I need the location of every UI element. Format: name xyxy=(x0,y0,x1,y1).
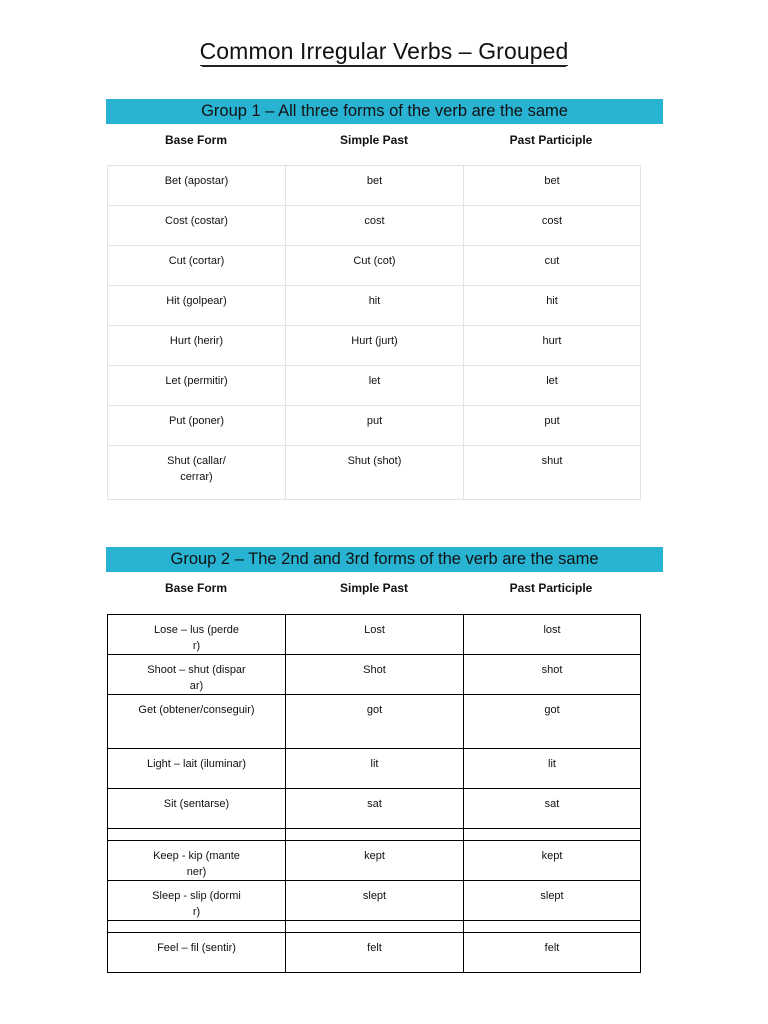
base-form-cell: Get (obtener/conseguir) xyxy=(108,695,286,749)
table-row xyxy=(108,366,641,406)
table-row xyxy=(108,749,641,789)
header-base-form: Base Form xyxy=(164,581,228,595)
table-row xyxy=(108,933,641,973)
table-row xyxy=(108,246,641,286)
page-title xyxy=(0,38,768,65)
simple-past-cell: bet xyxy=(286,166,464,206)
group1-banner: Group 1 – All three forms of the verb are the same xyxy=(106,99,663,124)
past-participle-cell: lost xyxy=(464,615,641,655)
simple-past-cell: put xyxy=(286,406,464,446)
base-form-cell: Put (poner) xyxy=(108,406,286,446)
simple-past-cell: got xyxy=(286,695,464,749)
base-form-cell: Hit (golpear) xyxy=(108,286,286,326)
base-form-cell: Cut (cortar) xyxy=(108,246,286,286)
past-participle-cell: hit xyxy=(464,286,641,326)
simple-past-cell: felt xyxy=(286,933,464,973)
base-form-cell: Cost (costar) xyxy=(108,206,286,246)
past-participle-cell: let xyxy=(464,366,641,406)
base-form-cell: Shoot – shut (disparar) xyxy=(108,655,286,695)
group2-column-headers xyxy=(107,581,640,599)
table-row xyxy=(108,615,641,655)
table-row-empty xyxy=(108,829,641,841)
table-row xyxy=(108,206,641,246)
simple-past-cell: slept xyxy=(286,881,464,921)
past-participle-cell: shut xyxy=(464,446,641,500)
table-row xyxy=(108,841,641,881)
past-participle-cell: bet xyxy=(464,166,641,206)
past-participle-cell: got xyxy=(464,695,641,749)
simple-past-cell: hit xyxy=(286,286,464,326)
base-form-cell: Sit (sentarse) xyxy=(108,789,286,829)
header-past-participle: Past Participle xyxy=(509,133,593,147)
group2-banner: Group 2 – The 2nd and 3rd forms of the verb are the same xyxy=(106,547,663,572)
base-form-cell: Bet (apostar) xyxy=(108,166,286,206)
simple-past-cell: sat xyxy=(286,789,464,829)
page-title-text: Common Irregular Verbs – Grouped xyxy=(199,38,569,64)
past-participle-cell: hurt xyxy=(464,326,641,366)
past-participle-cell: felt xyxy=(464,933,641,973)
simple-past-cell: Lost xyxy=(286,615,464,655)
past-participle-cell: put xyxy=(464,406,641,446)
empty-cell xyxy=(464,921,641,933)
simple-past-cell: Shot xyxy=(286,655,464,695)
header-past-participle: Past Participle xyxy=(509,581,593,595)
table-row xyxy=(108,326,641,366)
table-row-empty xyxy=(108,921,641,933)
empty-cell xyxy=(464,829,641,841)
simple-past-cell: Shut (shot) xyxy=(286,446,464,500)
group1-table xyxy=(107,165,641,500)
table-row xyxy=(108,286,641,326)
past-participle-cell: cost xyxy=(464,206,641,246)
base-form-cell: Feel – fil (sentir) xyxy=(108,933,286,973)
base-form-cell: Sleep - slip (dormir) xyxy=(108,881,286,921)
table-row xyxy=(108,789,641,829)
base-form-cell: Hurt (herir) xyxy=(108,326,286,366)
past-participle-cell: slept xyxy=(464,881,641,921)
simple-past-cell: let xyxy=(286,366,464,406)
past-participle-cell: kept xyxy=(464,841,641,881)
past-participle-cell: cut xyxy=(464,246,641,286)
past-participle-cell: shot xyxy=(464,655,641,695)
empty-cell xyxy=(286,921,464,933)
table-row xyxy=(108,406,641,446)
simple-past-cell: Cut (cot) xyxy=(286,246,464,286)
table-row xyxy=(108,655,641,695)
group2-table xyxy=(107,614,641,973)
past-participle-cell: sat xyxy=(464,789,641,829)
base-form-cell: Let (permitir) xyxy=(108,366,286,406)
simple-past-cell: kept xyxy=(286,841,464,881)
base-form-cell: Lose – lus (perder) xyxy=(108,615,286,655)
table-row xyxy=(108,695,641,749)
past-participle-cell: lit xyxy=(464,749,641,789)
empty-cell xyxy=(108,829,286,841)
empty-cell xyxy=(108,921,286,933)
simple-past-cell: lit xyxy=(286,749,464,789)
base-form-cell: Light – lait (iluminar) xyxy=(108,749,286,789)
header-simple-past: Simple Past xyxy=(339,581,409,595)
simple-past-cell: cost xyxy=(286,206,464,246)
header-simple-past: Simple Past xyxy=(339,133,409,147)
base-form-cell: Shut (callar/cerrar) xyxy=(108,446,286,500)
table-row xyxy=(108,446,641,500)
group1-column-headers xyxy=(107,133,640,151)
simple-past-cell: Hurt (jurt) xyxy=(286,326,464,366)
base-form-cell: Keep - kip (mantener) xyxy=(108,841,286,881)
table-row xyxy=(108,166,641,206)
empty-cell xyxy=(286,829,464,841)
table-row xyxy=(108,881,641,921)
header-base-form: Base Form xyxy=(164,133,228,147)
